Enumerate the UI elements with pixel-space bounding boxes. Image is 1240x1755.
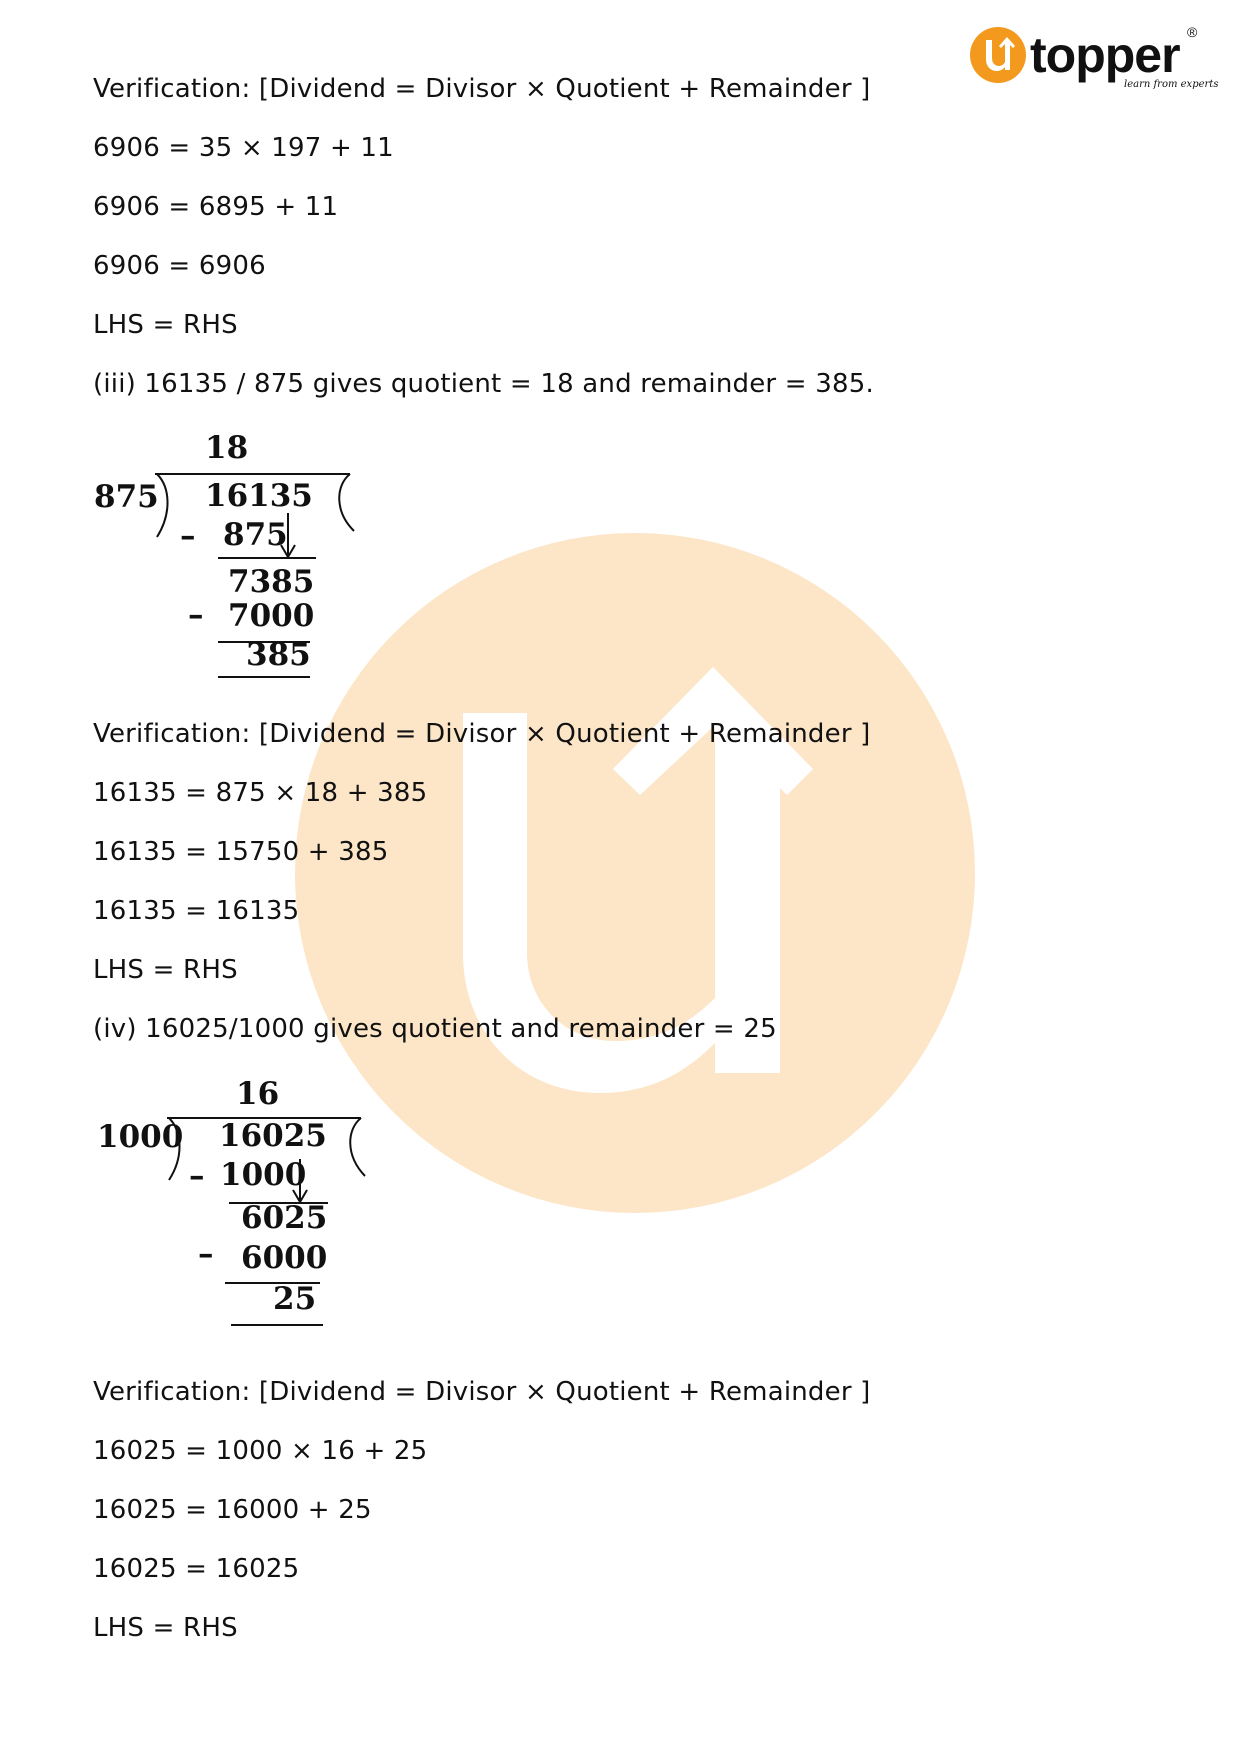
minus-sign: – — [180, 518, 196, 554]
verification-heading: Verification: [Dividend = Divisor × Quotient + Remainder ] — [93, 74, 871, 104]
remainder: 25 — [273, 1281, 317, 1317]
equation-line: 6906 = 35 × 197 + 11 — [93, 133, 394, 163]
subtrahend: 875 — [223, 517, 288, 553]
verification-heading: Verification: [Dividend = Divisor × Quotient + Remainder ] — [93, 719, 871, 749]
equation-line: 16025 = 16025 — [93, 1554, 300, 1584]
remainder: 385 — [246, 637, 311, 673]
minus-sign: – — [198, 1236, 214, 1272]
logo-wordmark: topper — [1030, 27, 1180, 83]
verification-heading: Verification: [Dividend = Divisor × Quotient + Remainder ] — [93, 1377, 871, 1407]
logo-tagline: learn from experts — [1124, 79, 1219, 90]
division-bracket-lines — [93, 1077, 383, 1337]
equation-line: 16135 = 875 × 18 + 385 — [93, 778, 428, 808]
partial-dividend: 7385 — [228, 564, 315, 600]
divisor: 1000 — [97, 1119, 184, 1155]
equation-line: 16135 = 15750 + 385 — [93, 837, 389, 867]
equation-line: 6906 = 6906 — [93, 251, 266, 281]
equation-line: 16025 = 16000 + 25 — [93, 1495, 372, 1525]
partial-dividend: 6025 — [241, 1200, 328, 1236]
equation-line: 16135 = 16135 — [93, 896, 300, 926]
minus-sign: – — [189, 1158, 205, 1194]
divisor: 875 — [94, 479, 159, 515]
subtrahend: 6000 — [241, 1240, 328, 1276]
minus-sign: – — [188, 597, 204, 633]
equation-line: 16025 = 1000 × 16 + 25 — [93, 1436, 428, 1466]
dividend: 16025 — [219, 1118, 327, 1154]
quotient: 16 — [236, 1076, 280, 1112]
equation-line: 6906 = 6895 + 11 — [93, 192, 339, 222]
long-division-1 — [88, 425, 368, 685]
lhs-rhs-line: LHS = RHS — [93, 310, 238, 340]
lhs-rhs-line: LHS = RHS — [93, 1613, 238, 1643]
long-division-2 — [93, 1077, 383, 1337]
lhs-rhs-line: LHS = RHS — [93, 955, 238, 985]
problem-statement: (iv) 16025/1000 gives quotient and remainder = 25 — [93, 1014, 777, 1044]
topper-logo — [968, 24, 1219, 104]
subtrahend: 1000 — [220, 1157, 307, 1193]
registered-mark: ® — [1187, 24, 1198, 40]
subtrahend: 7000 — [228, 598, 315, 634]
watermark-logo — [295, 533, 975, 1213]
problem-statement: (iii) 16135 / 875 gives quotient = 18 and remainder = 385. — [93, 369, 874, 399]
dividend: 16135 — [205, 478, 313, 514]
quotient: 18 — [205, 430, 249, 466]
